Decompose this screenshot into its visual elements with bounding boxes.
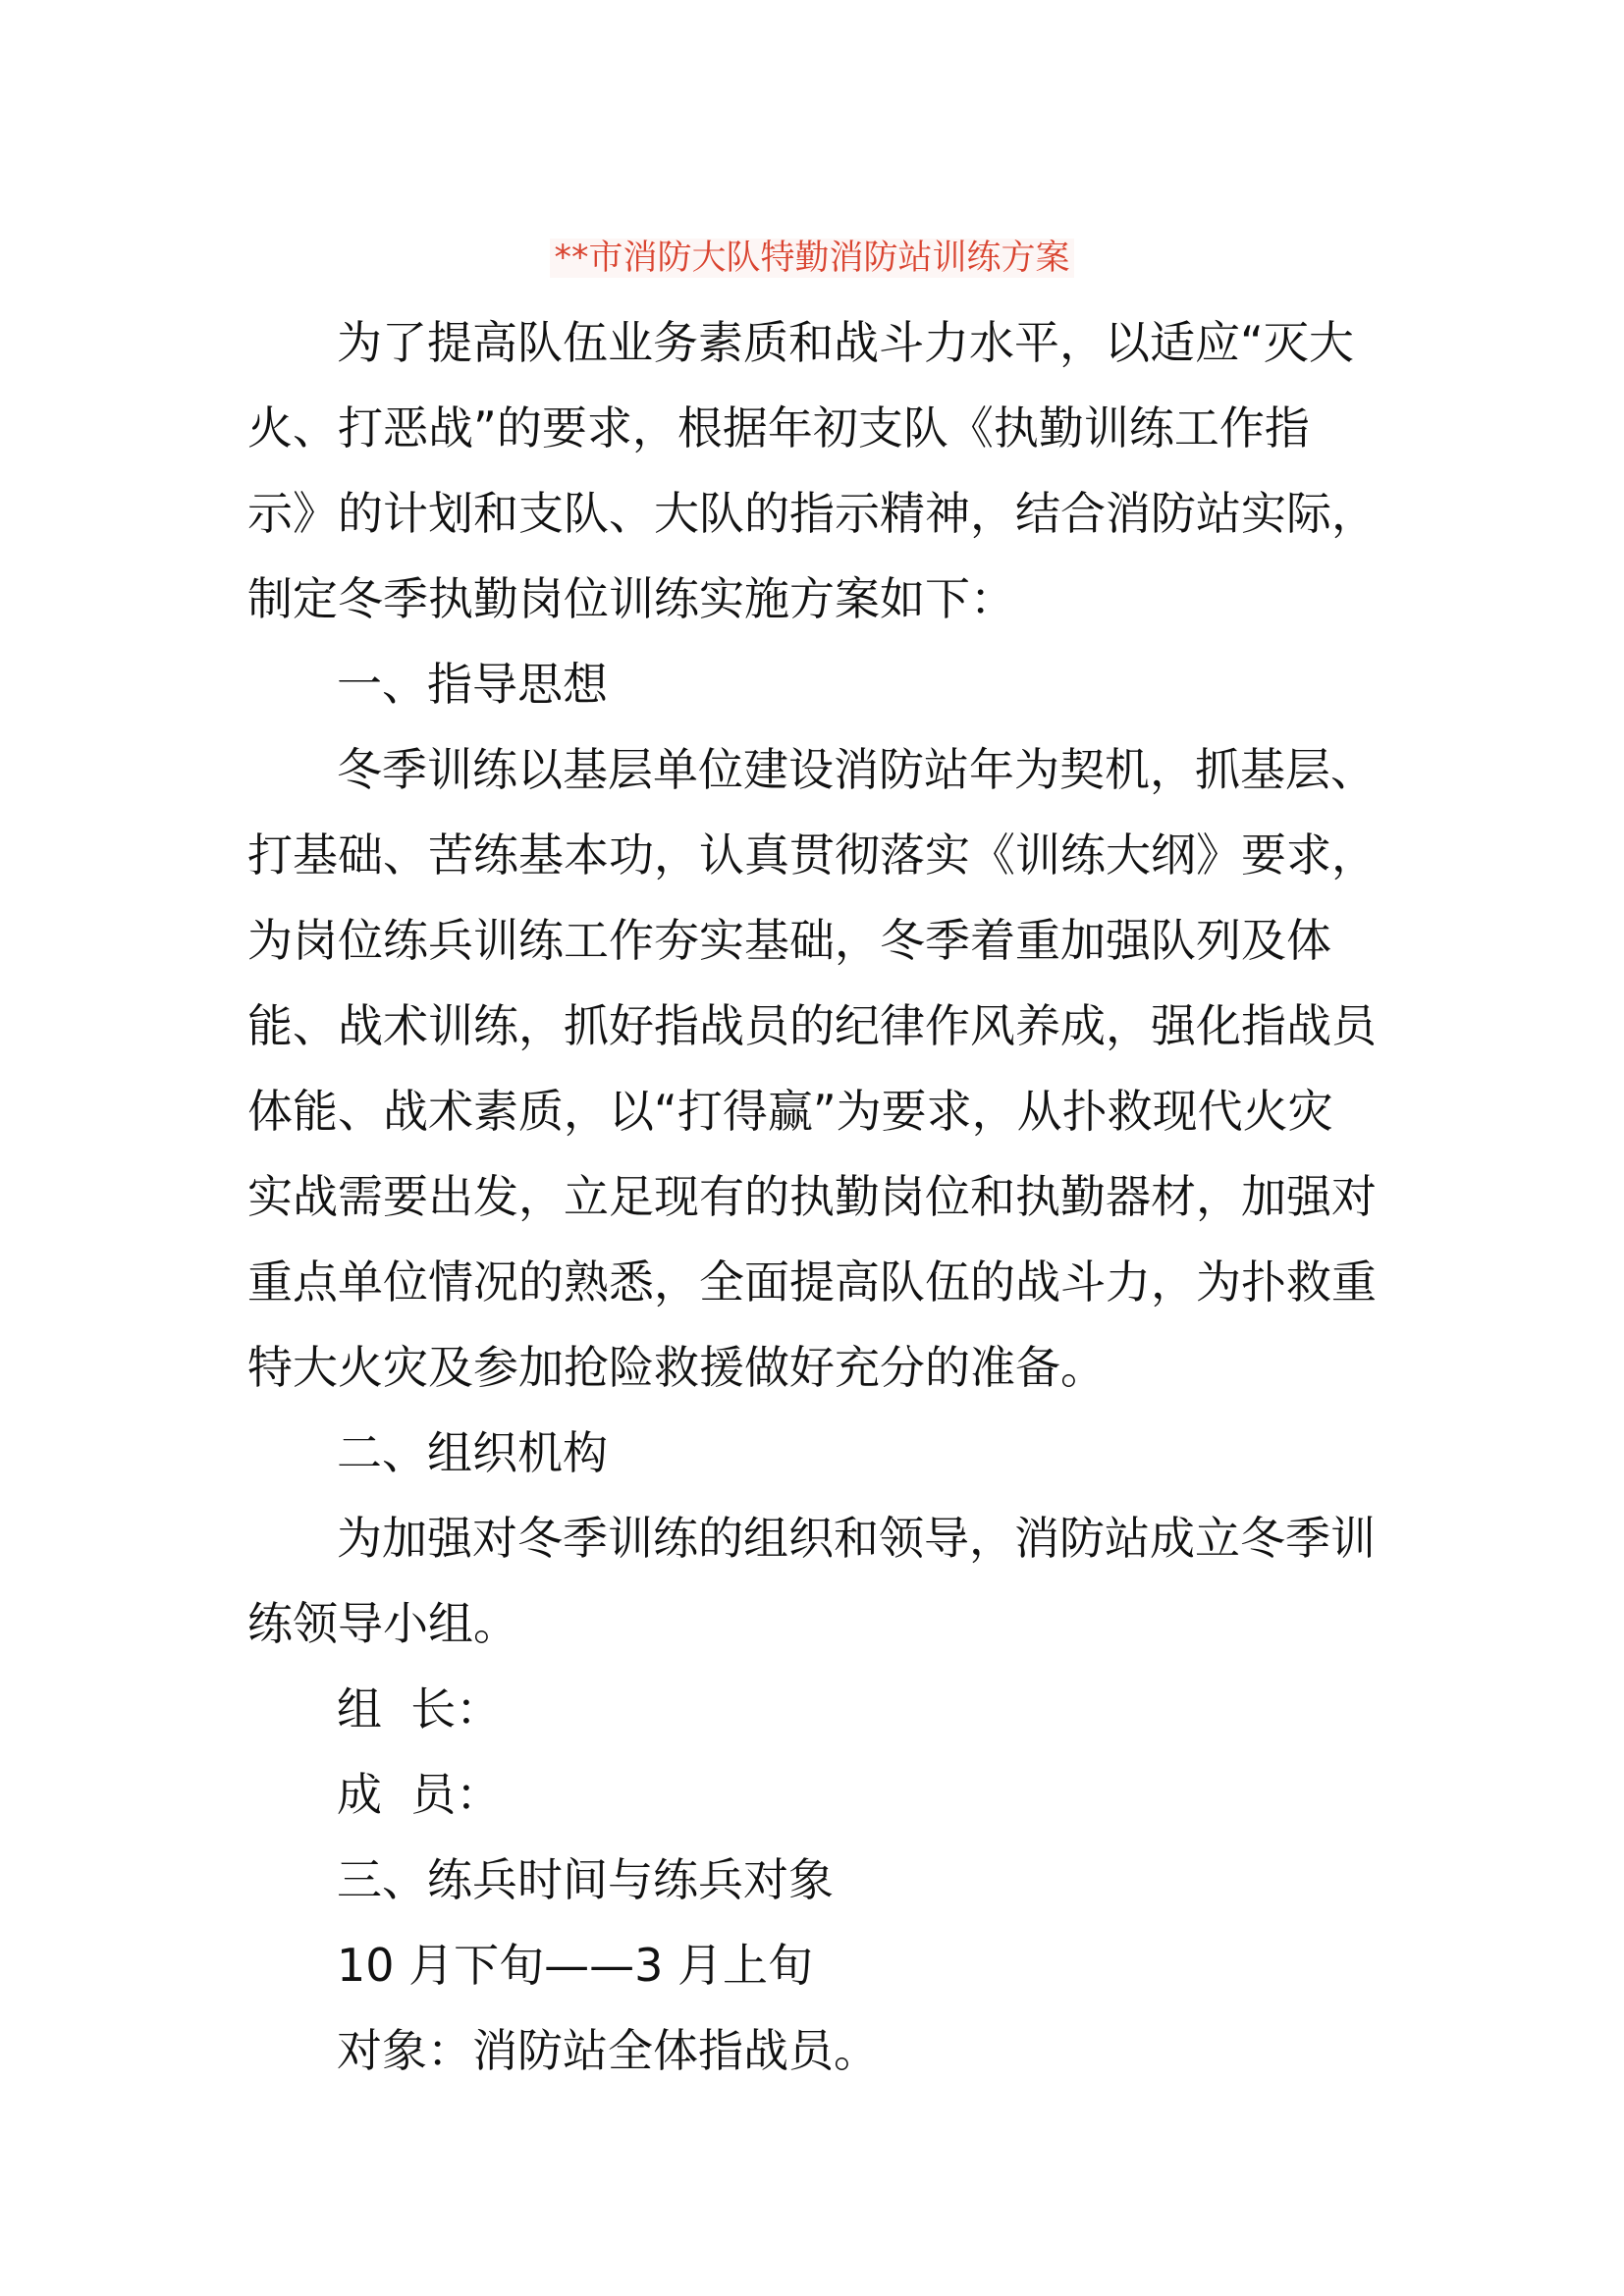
paragraph-line: 实战需要出发，立足现有的执勤岗位和执勤器材，加强对 — [247, 1170, 1377, 1223]
paragraph-line: 对象：消防站全体指战员。 — [337, 2024, 879, 2077]
paragraph-line: 打基础、苦练基本功，认真贯彻落实《训练大纲》要求， — [247, 828, 1377, 881]
document-title-text: **市消防大队特勤消防站训练方案 — [550, 239, 1073, 278]
document-body — [247, 300, 1396, 2094]
paragraph-line: 示》的计划和支队、大队的指示精神，结合消防站实际， — [247, 487, 1377, 540]
paragraph-line: 火、打恶战”的要求，根据年初支队《执勤训练工作指 — [247, 401, 1310, 454]
paragraph-line: 特大火灾及参加抢险救援做好充分的准备。 — [247, 1341, 1106, 1394]
paragraph-line: 冬季训练以基层单位建设消防站年为契机，抓基层、 — [337, 743, 1376, 796]
paragraph-line: 制定冬季执勤岗位训练实施方案如下： — [247, 572, 1015, 625]
paragraph-line: 成 员： — [337, 1768, 502, 1821]
paragraph-line: 为了提高队伍业务素质和战斗力水平，以适应“灭大 — [337, 316, 1354, 369]
paragraph-line: 为加强对冬季训练的组织和领导，消防站成立冬季训 — [337, 1512, 1376, 1565]
paragraph-line: 10 月下旬——3 月上旬 — [337, 1939, 814, 1992]
paragraph-line: 二、组织机构 — [337, 1426, 608, 1479]
paragraph-line: 组 长： — [337, 1682, 502, 1735]
paragraph-line: 练领导小组。 — [247, 1597, 518, 1650]
paragraph-line: 体能、战术素质，以“打得赢”为要求，从扑救现代火灾 — [247, 1085, 1333, 1138]
paragraph-line: 能、战术训练，抓好指战员的纪律作风养成，强化指战员 — [247, 999, 1377, 1052]
paragraph-line: 一、指导思想 — [337, 658, 608, 711]
paragraph-line: 三、练兵时间与练兵对象 — [337, 1853, 834, 1906]
paragraph-line: 为岗位练兵训练工作夯实基础，冬季着重加强队列及体 — [247, 914, 1331, 967]
paragraph-line: 重点单位情况的熟悉，全面提高队伍的战斗力，为扑救重 — [247, 1255, 1377, 1308]
document-title — [0, 236, 1624, 281]
